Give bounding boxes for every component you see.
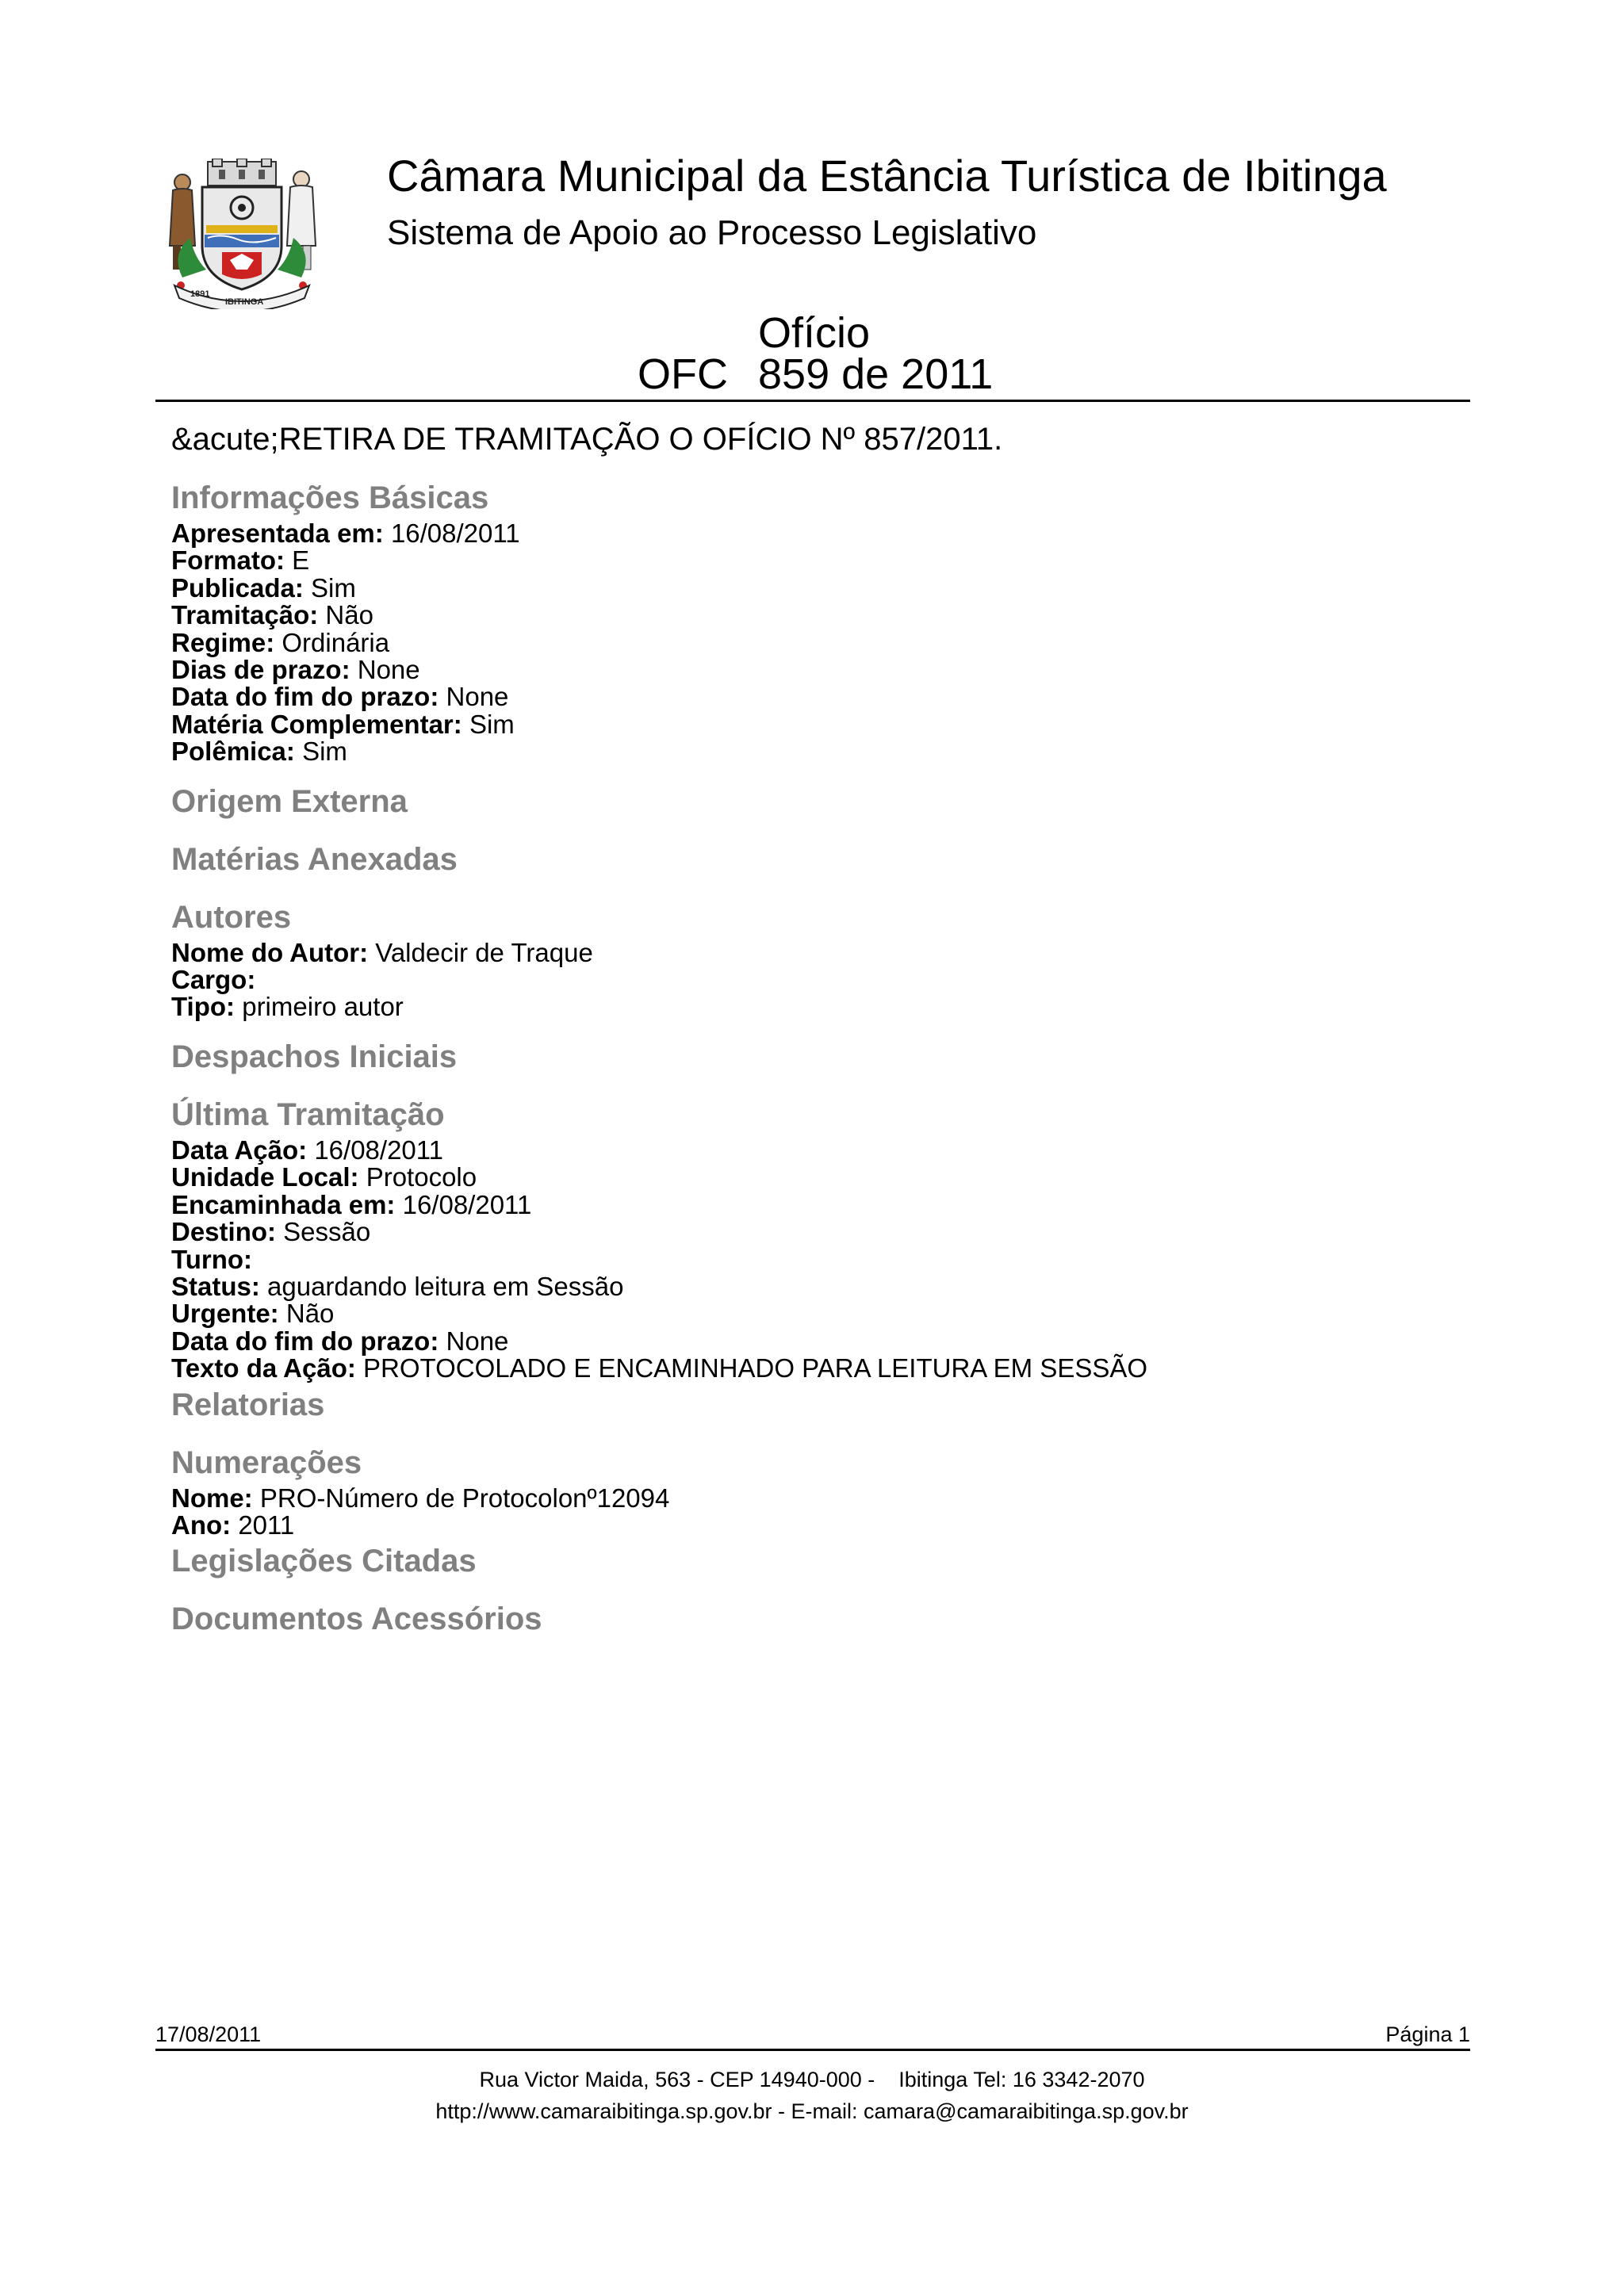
footer-contact: http://www.camaraibitinga.sp.gov.br - E-mail: camara@camaraibitinga.sp.gov.br <box>435 2099 1189 2123</box>
section-title-authors: Autores <box>171 899 292 935</box>
field-value: PRO-Número de Protocolonº12094 <box>259 1483 670 1513</box>
field-value: Ordinária <box>282 627 390 657</box>
field-label: Nome do Autor: <box>171 937 369 967</box>
field-label: Data do fim do prazo: <box>171 682 439 712</box>
footer-divider <box>155 2049 1470 2051</box>
section-title-numbering: Numerações <box>171 1445 362 1480</box>
field-label: Formato: <box>171 545 285 576</box>
field-label: Tipo: <box>171 992 236 1022</box>
field-value: Sim <box>469 709 515 739</box>
field-label: Destino: <box>171 1217 276 1247</box>
field-label: Apresentada em: <box>171 519 384 548</box>
organization-title: Câmara Municipal da Estância Turística de Ibitinga <box>387 151 1387 201</box>
field-label: Cargo: <box>171 965 256 995</box>
field-label: Dias de prazo: <box>171 655 350 685</box>
field-value: None <box>446 682 509 712</box>
field-publicada <box>171 572 1456 603</box>
field-regime <box>171 629 1456 656</box>
section-title-external-origin: Origem Externa <box>171 783 408 819</box>
field-urgente <box>171 1300 1456 1327</box>
field-apresentada <box>171 520 1456 547</box>
section-title-reports: Relatorias <box>171 1387 325 1422</box>
field-value: 16/08/2011 <box>402 1189 532 1219</box>
field-value: aguardando leitura em Sessão <box>267 1271 624 1301</box>
field-value: None <box>446 1326 509 1356</box>
field-label: Turno: <box>171 1244 253 1274</box>
field-label: Nome: <box>171 1483 253 1513</box>
field-dias-prazo <box>171 656 1456 683</box>
logo-year-text: 1891 <box>190 289 210 299</box>
field-numbering-name <box>171 1485 1456 1512</box>
field-destino <box>171 1219 1456 1246</box>
field-label: Publicada: <box>171 572 304 603</box>
field-texto-acao <box>171 1355 1456 1382</box>
field-value: Sim <box>302 737 347 767</box>
field-value: None <box>357 655 420 685</box>
field-label: Status: <box>171 1271 260 1301</box>
field-unidade-local <box>171 1164 1456 1191</box>
section-title-last-tramitation: Última Tramitação <box>171 1096 445 1132</box>
field-value: Valdecir de Traque <box>375 937 593 967</box>
header-divider <box>155 400 1470 402</box>
field-numbering-year <box>171 1512 1456 1539</box>
field-label: Texto da Ação: <box>171 1353 356 1383</box>
field-value: E <box>292 545 310 576</box>
footer-address: Rua Victor Maida, 563 - CEP 14940-000 - Ibitinga Tel: 16 3342-2070 <box>479 2068 1145 2091</box>
field-value: 16/08/2011 <box>390 519 520 548</box>
footer-date: 17/08/2011 <box>155 2022 262 2046</box>
field-label: Data Ação: <box>171 1135 308 1165</box>
field-polemica <box>171 738 1456 765</box>
field-data-acao <box>171 1137 1456 1164</box>
field-value: PROTOCOLADO E ENCAMINHADO PARA LEITURA EM SESSÃO <box>363 1353 1148 1383</box>
field-value: 16/08/2011 <box>314 1135 444 1165</box>
field-label: Tramitação: <box>171 600 319 630</box>
field-value: Sessão <box>283 1217 371 1247</box>
document-ementa: &acute;RETIRA DE TRAMITAÇÃO O OFÍCIO Nº 857/2011. <box>171 422 1003 457</box>
field-tramitacao <box>171 602 1456 629</box>
field-label: Urgente: <box>171 1299 279 1329</box>
field-label: Matéria Complementar: <box>171 709 462 739</box>
field-author-type <box>171 993 1456 1020</box>
section-title-initial-dispatches: Despachos Iniciais <box>171 1039 458 1074</box>
footer-page-number: Página 1 <box>1385 2022 1470 2046</box>
document-type: Ofício <box>758 309 871 357</box>
section-title-attached-matters: Matérias Anexadas <box>171 841 458 877</box>
field-author-role <box>171 966 1456 993</box>
field-value: Protocolo <box>366 1162 477 1192</box>
field-value: Não <box>285 1299 335 1329</box>
document-abbreviation: OFC <box>638 350 728 398</box>
field-author-name <box>171 939 1456 966</box>
field-label: Unidade Local: <box>171 1162 359 1192</box>
field-fim-prazo <box>171 683 1456 710</box>
field-turno <box>171 1246 1456 1273</box>
field-value: primeiro autor <box>242 992 404 1022</box>
field-formato <box>171 547 1456 574</box>
section-title-accessory-documents: Documentos Acessórios <box>171 1601 542 1637</box>
system-subtitle: Sistema de Apoio ao Processo Legislativo <box>387 213 1037 252</box>
field-label: Ano: <box>171 1510 232 1540</box>
document-number: 859 de 2011 <box>758 350 994 398</box>
field-value: 2011 <box>238 1510 295 1540</box>
document-body <box>171 476 1456 1641</box>
section-title-cited-legislation: Legislações Citadas <box>171 1544 477 1579</box>
field-tram-fim-prazo <box>171 1328 1456 1355</box>
field-materia-complementar <box>171 711 1456 738</box>
field-value: Sim <box>311 572 356 603</box>
field-encaminhada-em <box>171 1189 1456 1219</box>
field-label: Regime: <box>171 627 275 657</box>
field-value: Não <box>325 600 373 630</box>
field-label: Polêmica: <box>171 737 295 767</box>
coat-of-arms-logo <box>159 159 325 309</box>
field-label: Encaminhada em: <box>171 1189 396 1219</box>
field-status <box>171 1273 1456 1300</box>
logo-city-text: IBITINGA <box>225 297 264 307</box>
field-label: Data do fim do prazo: <box>171 1326 439 1356</box>
section-title-basic-info: Informações Básicas <box>171 480 489 515</box>
